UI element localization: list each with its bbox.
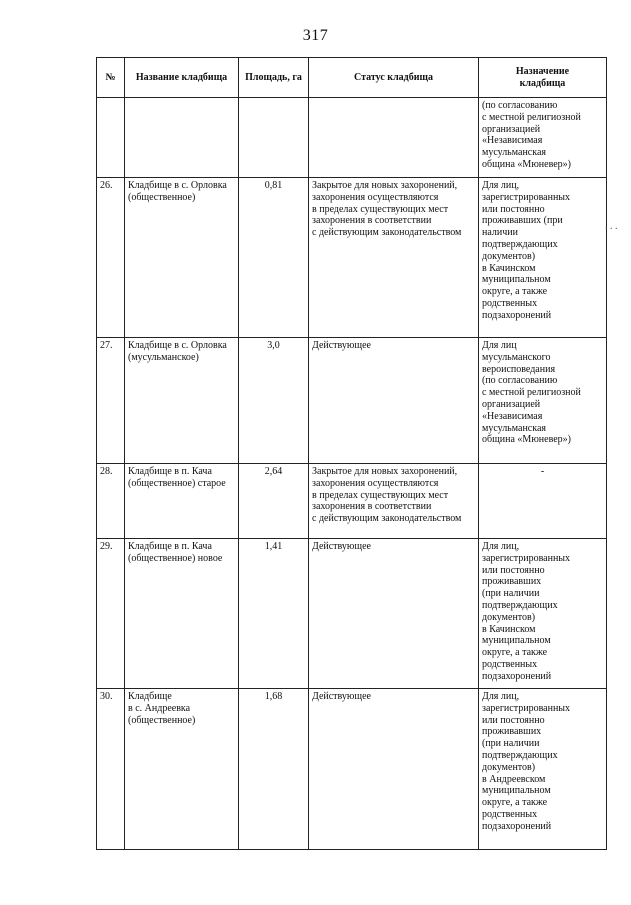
cell-name: Кладбище в с. Орловка (мусульманское) bbox=[125, 338, 239, 464]
cell-empty bbox=[97, 98, 125, 178]
table-row bbox=[97, 338, 607, 464]
cell-purpose: (по согласованию с местной религиозной организацией «Независимая мусульманская община «Мюневер») bbox=[479, 98, 607, 178]
cemetery-table bbox=[96, 57, 607, 850]
table-row bbox=[97, 539, 607, 689]
table-row bbox=[97, 178, 607, 338]
cell-status: Закрытое для новых захоронений, захоронения осуществляются в пределах существующих мест захоронения в соответствии с действующим законодательством bbox=[309, 178, 479, 338]
table-row-continuation bbox=[97, 98, 607, 178]
cell-purpose: Для лиц, зарегистрированных или постоянно проживавших (при наличии подтверждающих документов) в Качинском муниципальном округе, а также родственных подзахоронений bbox=[479, 178, 607, 338]
cell-status: Действующее bbox=[309, 689, 479, 850]
cell-name: Кладбище в п. Кача (общественное) старое bbox=[125, 464, 239, 539]
table-row bbox=[97, 464, 607, 539]
cell-status: Закрытое для новых захоронений, захоронения осуществляются в пределах существующих мест захоронения в соответствии с действующим законодательством bbox=[309, 464, 479, 539]
header-number: № bbox=[97, 58, 125, 98]
cell-area: 3,0 bbox=[239, 338, 309, 464]
header-area: Площадь, га bbox=[239, 58, 309, 98]
cell-number: 28. bbox=[97, 464, 125, 539]
header-status: Статус кладбища bbox=[309, 58, 479, 98]
cell-purpose: Для лиц, зарегистрированных или постоянно проживавших (при наличии подтверждающих документов) в Качинском муниципальном округе, а также родственных подзахоронений bbox=[479, 539, 607, 689]
header-name: Название кладбища bbox=[125, 58, 239, 98]
cell-purpose: - bbox=[479, 464, 607, 539]
cell-number: 27. bbox=[97, 338, 125, 464]
cell-empty bbox=[239, 98, 309, 178]
cell-area: 1,68 bbox=[239, 689, 309, 850]
cell-purpose: Для лиц мусульманского вероисповедания (по согласованию с местной религиозной организацией «Независимая мусульманская община «Мюневер») bbox=[479, 338, 607, 464]
cell-purpose: Для лиц, зарегистрированных или постоянно проживавших (при наличии подтверждающих документов) в Андреевском муниципальном округе, а также родственных подзахоронений bbox=[479, 689, 607, 850]
cell-name: Кладбище в с. Андреевка (общественное) bbox=[125, 689, 239, 850]
cell-area: 1,41 bbox=[239, 539, 309, 689]
cell-number: 26. bbox=[97, 178, 125, 338]
cell-number: 30. bbox=[97, 689, 125, 850]
cell-empty bbox=[309, 98, 479, 178]
table-header-row bbox=[97, 58, 607, 98]
cell-name: Кладбище в п. Кача (общественное) новое bbox=[125, 539, 239, 689]
scan-artifact-dots: . . . bbox=[605, 221, 618, 232]
header-purpose: Назначение кладбища bbox=[479, 58, 607, 98]
cell-area: 0,81 bbox=[239, 178, 309, 338]
cell-empty bbox=[125, 98, 239, 178]
table-row bbox=[97, 689, 607, 850]
page-number: 317 bbox=[302, 27, 329, 44]
cell-status: Действующее bbox=[309, 338, 479, 464]
cell-number: 29. bbox=[97, 539, 125, 689]
cell-area: 2,64 bbox=[239, 464, 309, 539]
cell-name: Кладбище в с. Орловка (общественное) bbox=[125, 178, 239, 338]
cell-status: Действующее bbox=[309, 539, 479, 689]
